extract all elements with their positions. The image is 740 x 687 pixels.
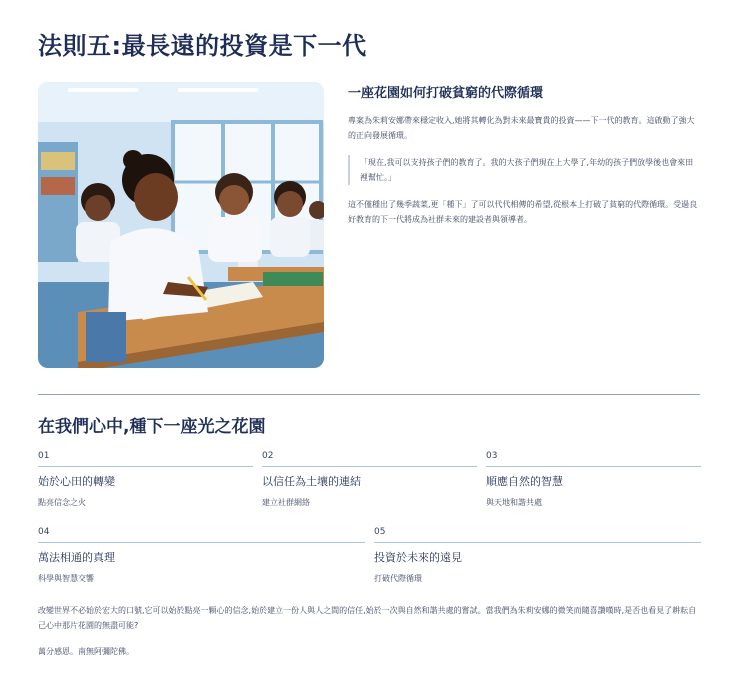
section-title: 在我們心中,種下一座光之花園	[38, 417, 266, 437]
story-paragraph-1: 專案為朱莉安娜帶來穩定收入,她將其轉化為對未來最寶貴的投資——下一代的教育。這啟動了強大的正向發展循環。	[348, 116, 695, 140]
step-title: 順應自然的智慧	[486, 475, 563, 488]
step-rule	[262, 466, 477, 467]
step-subtitle: 與天地和諧共處	[486, 498, 542, 507]
step-title: 萬法相通的真理	[38, 551, 115, 564]
step-item	[374, 527, 701, 584]
step-subtitle: 打破代際循環	[374, 574, 422, 583]
step-subtitle: 建立社群網絡	[262, 498, 310, 507]
step-rule	[38, 466, 253, 467]
story-title: 一座花園如何打破貧窮的代際循環	[348, 86, 544, 101]
step-title: 投資於未來的遠見	[374, 551, 462, 564]
step-number: 04	[38, 527, 50, 537]
page-title: 法則五:最長遠的投資是下一代	[38, 32, 367, 60]
step-number: 02	[262, 451, 274, 461]
step-item	[38, 527, 365, 584]
section-divider	[38, 394, 700, 395]
step-number: 03	[486, 451, 498, 461]
step-item	[262, 451, 477, 508]
story-panel	[348, 82, 700, 227]
step-subtitle: 點亮信念之火	[38, 498, 86, 507]
step-item	[38, 451, 253, 508]
step-subtitle: 科學與智慧交響	[38, 574, 94, 583]
step-rule	[486, 466, 701, 467]
closing-thanks: 萬分感恩。南無阿彌陀佛。	[38, 647, 134, 656]
closing-paragraph: 改變世界不必始於宏大的口號,它可以始於點亮一顆心的信念,始於建立一份人與人之間的信任,始於一次與自然和諧共處的嘗試。當我們為朱莉安娜的微笑而隨喜讚嘆時,是否也看見了耕耘自己心中那片花園的無盡可能?	[38, 606, 697, 630]
classroom-illustration	[38, 82, 324, 368]
step-number: 01	[38, 451, 50, 461]
step-title: 以信任為土壤的連結	[262, 475, 361, 488]
step-item	[486, 451, 701, 508]
step-rule	[374, 542, 701, 543]
step-title: 始於心田的轉變	[38, 475, 115, 488]
step-rule	[38, 542, 365, 543]
step-number: 05	[374, 527, 386, 537]
story-paragraph-2: 這不僅種出了幾季蔬菜,更「種下」了可以代代相傳的希望,從根本上打破了貧窮的代際循環。受過良好教育的下一代將成為社群未來的建設者與領導者。	[348, 200, 698, 224]
story-quote: 「現在,我可以支持孩子們的教育了。我的大孩子們現在上大學了,年幼的孩子們放學後也會來田裡幫忙。」	[348, 155, 700, 185]
